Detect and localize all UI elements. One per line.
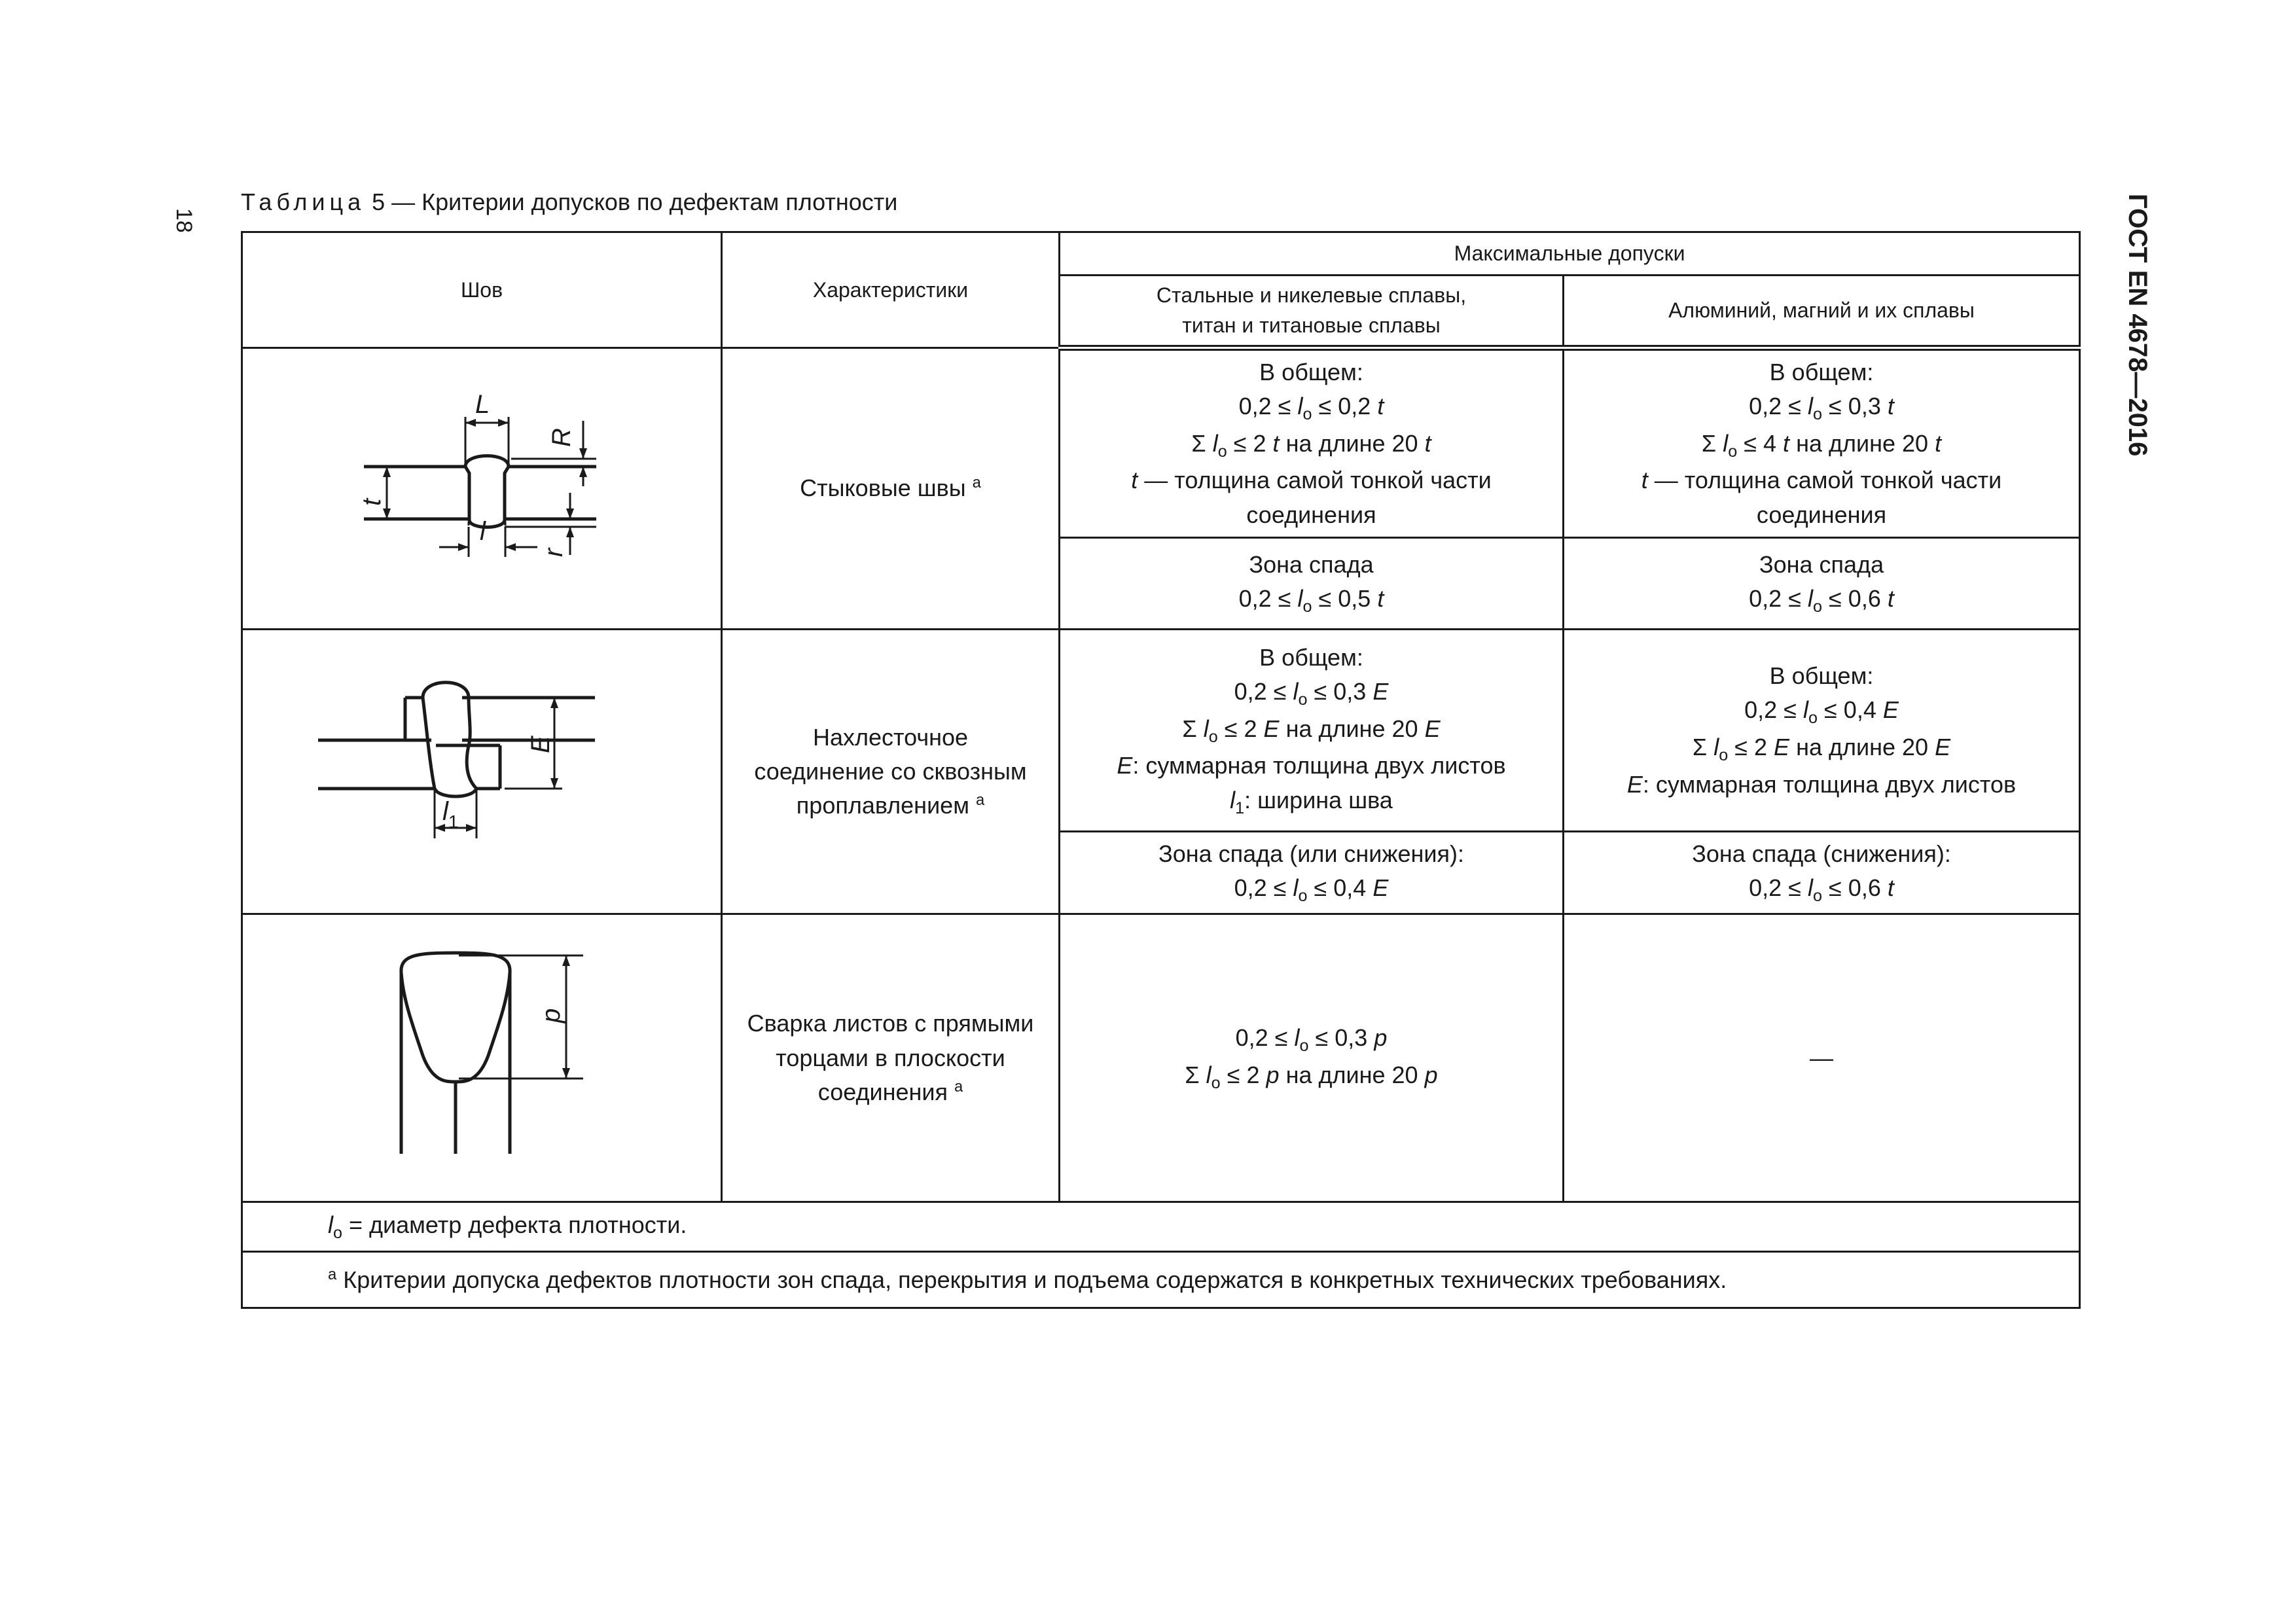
square-steel-formula-1 bbox=[1068, 1021, 1554, 1058]
t-symbol: t bbox=[1783, 429, 1790, 457]
tolerance-table bbox=[241, 231, 2081, 1309]
o-subscript: o bbox=[1298, 887, 1308, 906]
lap-characteristic-line-2: соединение со сквозным bbox=[754, 757, 1027, 785]
sigma-symbol: Σ bbox=[1185, 1061, 1200, 1088]
le-symbol: ≤ bbox=[1824, 696, 1837, 724]
length-text: на длине 20 bbox=[1285, 429, 1418, 457]
value: 0,2 bbox=[1749, 874, 1782, 902]
header-steel-line-1: Стальные и никелевые сплавы, bbox=[1156, 283, 1467, 307]
t-symbol: t bbox=[1887, 393, 1894, 420]
figure-square-weld bbox=[242, 914, 722, 1202]
butt-al-heading: В общем: bbox=[1769, 358, 1874, 385]
l-symbol: l bbox=[1713, 734, 1719, 761]
le-symbol: ≤ bbox=[1224, 715, 1238, 742]
o-subscript: o bbox=[1302, 597, 1312, 616]
lap-al-zone-formula bbox=[1572, 871, 2071, 908]
lap-al-zone-heading: Зона спада (снижения): bbox=[1692, 840, 1951, 868]
l-symbol: l bbox=[1293, 874, 1299, 902]
E-symbol: E bbox=[1263, 715, 1280, 742]
le-symbol: ≤ bbox=[1273, 874, 1287, 902]
butt-steel-zone-heading: Зона спада bbox=[1249, 550, 1374, 578]
label-t: t bbox=[357, 498, 386, 506]
l-symbol: l bbox=[1293, 677, 1299, 705]
length-text: на длине 20 bbox=[1285, 1061, 1418, 1088]
label-p: p bbox=[537, 1008, 565, 1024]
le-symbol: ≤ bbox=[1318, 393, 1332, 420]
butt-steel-formula-2 bbox=[1068, 427, 1554, 464]
row-lap-general bbox=[242, 629, 2080, 831]
butt-al-formula-2 bbox=[1572, 427, 2071, 464]
l-symbol: l bbox=[328, 1211, 333, 1239]
butt-steel-note-end: соединения bbox=[1246, 501, 1376, 528]
l-symbol: l bbox=[1297, 585, 1303, 613]
text: проплавлением bbox=[796, 792, 969, 819]
label-E: E bbox=[526, 736, 555, 753]
t-symbol: t bbox=[1131, 467, 1138, 494]
E-symbol: E bbox=[1117, 752, 1133, 779]
lap-al-general bbox=[1564, 629, 2080, 831]
lap-steel-zone-formula bbox=[1068, 871, 1554, 908]
footnote-row-1 bbox=[242, 1202, 2080, 1252]
p-symbol: p bbox=[1266, 1061, 1280, 1088]
lap-steel-heading: В общем: bbox=[1259, 643, 1363, 671]
value: 4 bbox=[1763, 429, 1777, 457]
t-symbol: t bbox=[1935, 429, 1942, 457]
le-symbol: ≤ bbox=[1273, 677, 1287, 705]
caption-label: Таблица bbox=[241, 188, 366, 215]
square-characteristic-line-3 bbox=[730, 1075, 1050, 1109]
value: 0,2 bbox=[1234, 874, 1267, 902]
value: 2 bbox=[1244, 715, 1257, 742]
figure-butt-weld bbox=[242, 348, 722, 629]
text: соединения bbox=[817, 1078, 948, 1105]
l-symbol: l bbox=[1230, 786, 1236, 813]
lap-characteristic-line-3 bbox=[730, 789, 1050, 823]
sigma-symbol: Σ bbox=[1182, 715, 1197, 742]
lap-al-e-note bbox=[1572, 768, 2071, 802]
lap-characteristic bbox=[722, 629, 1060, 914]
o-subscript: o bbox=[1211, 1073, 1221, 1092]
value: 2 bbox=[1253, 429, 1266, 457]
o-subscript: o bbox=[1299, 1037, 1309, 1056]
label-L: L bbox=[475, 389, 490, 419]
length-text: на длине 20 bbox=[1285, 715, 1418, 742]
value: 0,4 bbox=[1333, 874, 1367, 902]
lap-steel-formula-2 bbox=[1068, 712, 1554, 749]
le-symbol: ≤ bbox=[1788, 874, 1801, 902]
t-symbol: t bbox=[1272, 429, 1280, 457]
table-caption bbox=[241, 188, 897, 216]
value: 0,6 bbox=[1848, 874, 1881, 902]
E-symbol: E bbox=[1372, 874, 1389, 902]
t-symbol: t bbox=[1377, 393, 1384, 420]
lap-steel-l1-note bbox=[1068, 783, 1554, 821]
butt-al-formula-1 bbox=[1572, 389, 2071, 427]
le-symbol: ≤ bbox=[1278, 393, 1291, 420]
t-symbol: t bbox=[1424, 429, 1431, 457]
butt-weld-drawing bbox=[243, 349, 723, 624]
note-text: : ширина шва bbox=[1244, 786, 1393, 813]
lap-steel-formula-1 bbox=[1068, 675, 1554, 712]
label-l1-sub: 1 bbox=[448, 811, 459, 832]
value: 0,2 bbox=[1749, 393, 1782, 420]
butt-steel-zone bbox=[1060, 537, 1564, 629]
square-weld-drawing bbox=[243, 915, 723, 1196]
header-steel bbox=[1060, 276, 1564, 348]
lap-steel-general bbox=[1060, 629, 1564, 831]
le-symbol: ≤ bbox=[1274, 1024, 1288, 1052]
o-subscript: o bbox=[1208, 727, 1218, 746]
le-symbol: ≤ bbox=[1829, 874, 1842, 902]
one-subscript: 1 bbox=[1235, 798, 1245, 817]
label-l: l bbox=[480, 516, 486, 546]
lap-steel-e-note bbox=[1068, 749, 1554, 783]
o-subscript: o bbox=[1719, 746, 1729, 765]
row-square bbox=[242, 914, 2080, 1202]
header-characteristics: Характеристики bbox=[722, 232, 1060, 348]
butt-al-zone-formula bbox=[1572, 582, 2071, 619]
le-symbol: ≤ bbox=[1227, 1061, 1240, 1088]
footnote-mark: a bbox=[328, 1265, 337, 1283]
footnote-row-2 bbox=[242, 1252, 2080, 1308]
o-subscript: o bbox=[1302, 405, 1312, 424]
l-symbol: l bbox=[1297, 393, 1303, 420]
lap-steel-zone-heading: Зона спада (или снижения): bbox=[1158, 840, 1464, 868]
value: 0,3 bbox=[1335, 1024, 1368, 1052]
value: 2 bbox=[1246, 1061, 1260, 1088]
note-text: — толщина самой тонкой части bbox=[1654, 467, 2002, 494]
standard-designation: ГОСТ EN 4678—2016 bbox=[2123, 194, 2152, 457]
le-symbol: ≤ bbox=[1829, 585, 1842, 613]
E-symbol: E bbox=[1882, 696, 1899, 724]
E-symbol: E bbox=[1774, 734, 1790, 761]
le-symbol: ≤ bbox=[1788, 585, 1801, 613]
o-subscript: o bbox=[1812, 405, 1822, 424]
t-symbol: t bbox=[1887, 874, 1894, 902]
o-subscript: o bbox=[1812, 597, 1822, 616]
square-al: — bbox=[1564, 914, 2080, 1202]
lap-al-formula-1 bbox=[1572, 693, 2071, 730]
header-max-tolerances: Максимальные допуски bbox=[1060, 232, 2080, 276]
note-text: : суммарная толщина двух листов bbox=[1132, 752, 1506, 779]
footnote-mark: a bbox=[972, 474, 981, 492]
t-symbol: t bbox=[1887, 585, 1894, 613]
t-symbol: t bbox=[1377, 585, 1384, 613]
butt-steel-formula-1 bbox=[1068, 389, 1554, 427]
value: 0,2 bbox=[1234, 677, 1267, 705]
butt-characteristic bbox=[722, 348, 1060, 629]
page-number: 18 bbox=[171, 208, 196, 233]
o-subscript: o bbox=[333, 1224, 343, 1243]
p-symbol: p bbox=[1424, 1061, 1438, 1088]
butt-al-general bbox=[1564, 348, 2080, 537]
butt-steel-note bbox=[1068, 463, 1554, 497]
E-symbol: E bbox=[1424, 715, 1441, 742]
l-symbol: l bbox=[1807, 874, 1813, 902]
value: 0,5 bbox=[1338, 585, 1371, 613]
label-l1-base: l bbox=[442, 796, 448, 826]
butt-al-zone bbox=[1564, 537, 2080, 629]
length-text: на длине 20 bbox=[1796, 734, 1929, 761]
footnote-lo-text: = диаметр дефекта плотности. bbox=[342, 1211, 687, 1239]
note-text: : суммарная толщина двух листов bbox=[1642, 770, 2017, 798]
square-characteristic-line-1: Сварка листов с прямыми bbox=[747, 1010, 1034, 1037]
t-symbol: t bbox=[1641, 467, 1648, 494]
label-R: R bbox=[547, 427, 576, 447]
lap-weld-drawing bbox=[243, 630, 723, 908]
footnote-mark: a bbox=[975, 791, 985, 810]
butt-al-note-end: соединения bbox=[1756, 501, 1887, 528]
le-symbol: ≤ bbox=[1315, 1024, 1329, 1052]
row-butt-general bbox=[242, 348, 2080, 537]
footnote-a bbox=[242, 1252, 2080, 1308]
label-r: r bbox=[539, 548, 568, 557]
le-symbol: ≤ bbox=[1233, 429, 1247, 457]
length-text: на длине 20 bbox=[1796, 429, 1929, 457]
header-aluminium: Алюминий, магний и их сплавы bbox=[1564, 276, 2080, 348]
square-steel bbox=[1060, 914, 1564, 1202]
l-symbol: l bbox=[1807, 585, 1813, 613]
lap-al-formula-2 bbox=[1572, 730, 2071, 768]
butt-al-note bbox=[1572, 463, 2071, 497]
value: 2 bbox=[1754, 734, 1768, 761]
footnote-lo bbox=[242, 1202, 2080, 1252]
le-symbol: ≤ bbox=[1744, 429, 1757, 457]
value: 0,3 bbox=[1333, 677, 1367, 705]
le-symbol: ≤ bbox=[1784, 696, 1797, 724]
le-symbol: ≤ bbox=[1318, 585, 1332, 613]
l-symbol: l bbox=[1212, 429, 1218, 457]
butt-steel-heading: В общем: bbox=[1259, 358, 1363, 385]
le-symbol: ≤ bbox=[1829, 393, 1842, 420]
footnote-mark: a bbox=[954, 1077, 963, 1096]
butt-characteristic-text: Стыковые швы bbox=[800, 474, 966, 502]
l-symbol: l bbox=[1723, 429, 1729, 457]
value: 0,2 bbox=[1749, 585, 1782, 613]
o-subscript: o bbox=[1812, 887, 1822, 906]
butt-al-zone-heading: Зона спада bbox=[1759, 550, 1884, 578]
value: 0,3 bbox=[1848, 393, 1881, 420]
butt-steel-zone-formula bbox=[1068, 582, 1554, 619]
p-symbol: p bbox=[1374, 1024, 1388, 1052]
o-subscript: o bbox=[1217, 442, 1227, 461]
sigma-symbol: Σ bbox=[1701, 429, 1717, 457]
lap-al-zone bbox=[1564, 832, 2080, 914]
E-symbol: E bbox=[1935, 734, 1951, 761]
le-symbol: ≤ bbox=[1734, 734, 1748, 761]
l-symbol: l bbox=[1807, 393, 1813, 420]
header-row-1 bbox=[242, 232, 2080, 276]
le-symbol: ≤ bbox=[1314, 677, 1327, 705]
square-characteristic-line-2: торцами в плоскости bbox=[776, 1044, 1005, 1071]
o-subscript: o bbox=[1808, 709, 1818, 728]
footnote-a-text: Критерии допуска дефектов плотности зон спада, перекрытия и подъема содержатся в конкретных технических требованиях. bbox=[336, 1266, 1727, 1293]
value: 0,2 bbox=[1235, 1024, 1268, 1052]
header-seam: Шов bbox=[242, 232, 722, 348]
value: 0,2 bbox=[1744, 696, 1778, 724]
sigma-symbol: Σ bbox=[1191, 429, 1206, 457]
value: 0,2 bbox=[1238, 585, 1272, 613]
caption-text: 5 — Критерии допусков по дефектам плотности bbox=[365, 188, 898, 215]
square-steel-formula-2 bbox=[1068, 1058, 1554, 1096]
le-symbol: ≤ bbox=[1314, 874, 1327, 902]
lap-steel-zone bbox=[1060, 832, 1564, 914]
le-symbol: ≤ bbox=[1278, 585, 1291, 613]
butt-steel-general bbox=[1060, 348, 1564, 537]
sigma-symbol: Σ bbox=[1692, 734, 1708, 761]
E-symbol: E bbox=[1372, 677, 1389, 705]
lap-al-heading: В общем: bbox=[1769, 662, 1874, 690]
figure-lap-weld bbox=[242, 629, 722, 914]
E-symbol: E bbox=[1626, 770, 1643, 798]
le-symbol: ≤ bbox=[1788, 393, 1801, 420]
value: 0,2 bbox=[1338, 393, 1371, 420]
l-symbol: l bbox=[1803, 696, 1808, 724]
value: 0,2 bbox=[1238, 393, 1272, 420]
l-symbol: l bbox=[1294, 1024, 1300, 1052]
l-symbol: l bbox=[1206, 1061, 1211, 1088]
o-subscript: o bbox=[1298, 690, 1308, 709]
note-text: — толщина самой тонкой части bbox=[1144, 467, 1492, 494]
o-subscript: o bbox=[1728, 442, 1738, 461]
lap-characteristic-line-1: Нахлесточное bbox=[812, 723, 969, 751]
square-characteristic bbox=[722, 914, 1060, 1202]
header-steel-line-2: титан и титановые сплавы bbox=[1182, 313, 1441, 338]
l-symbol: l bbox=[1203, 715, 1209, 742]
value: 0,6 bbox=[1848, 585, 1881, 613]
value: 0,4 bbox=[1843, 696, 1876, 724]
